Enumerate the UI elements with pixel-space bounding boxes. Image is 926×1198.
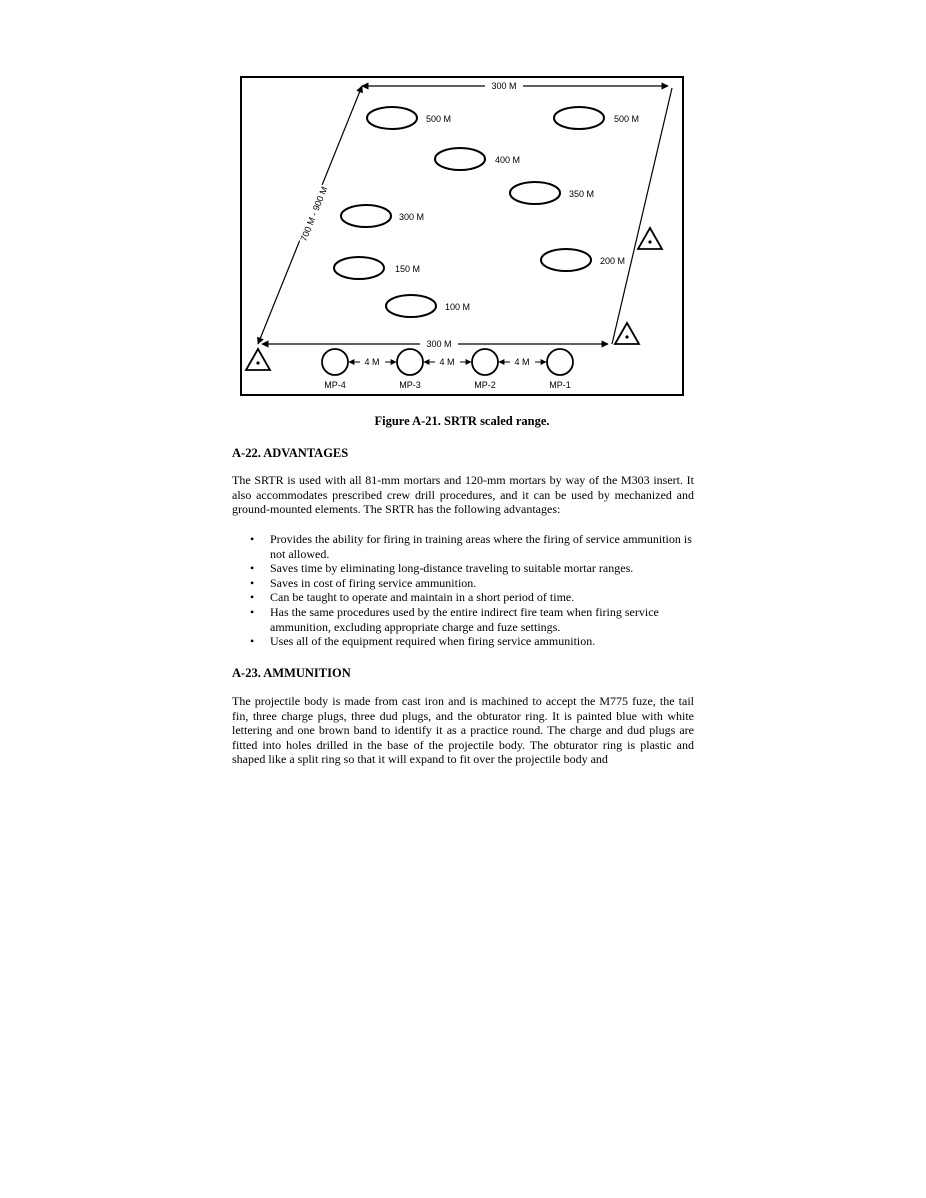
- mortar-point-label: MP-3: [399, 380, 421, 390]
- advantages-bullet-list: [248, 532, 694, 649]
- top-width-label: 300 M: [491, 81, 517, 91]
- target-label: 350 M: [569, 189, 595, 199]
- mortar-point-circle: [322, 349, 348, 375]
- aiming-point-icon: [638, 228, 662, 249]
- target-ellipse: [334, 257, 384, 279]
- spacing-label: 4 M: [364, 357, 380, 367]
- aiming-point-icon: [615, 323, 639, 344]
- ammunition-paragraph: The projectile body is made from cast iron and is machined to accept the M775 fuze, the tail fin, three charge plugs, three dud plugs, and the obturator ring. It is painted blue with white lettering and one brown band to identify it as a practice round. The charge and dud plugs are fitted into holes drilled in the base of the projectile body. The obturator ring is plastic and shaped like a split ring so that it will expand to fit over the projectile body and: [232, 694, 694, 767]
- list-item: • Provides the ability for firing in training areas where the firing of service ammunition is not allowed.: [248, 532, 694, 561]
- list-item: • Has the same procedures used by the entire indirect fire team when firing service ammunition, excluding appropriate charge and fuze settings.: [248, 605, 694, 634]
- target-label: 100 M: [445, 302, 471, 312]
- advantages-intro-paragraph: The SRTR is used with all 81-mm mortars and 120-mm mortars by way of the M303 insert. It also accommodates prescribed crew drill procedures, and it can be used by mechanized and ground-mounted elements. The SRTR has the following advantages:: [232, 473, 694, 517]
- right-boundary-line: [612, 88, 672, 344]
- list-item: • Can be taught to operate and maintain in a short period of time.: [248, 590, 694, 605]
- target-ellipse: [341, 205, 391, 227]
- section-heading-ammunition: A-23. AMMUNITION: [232, 666, 351, 680]
- section-heading-advantages: A-22. ADVANTAGES: [232, 446, 349, 460]
- mortar-point-circle: [547, 349, 573, 375]
- aiming-point-icon: [246, 349, 270, 370]
- list-item: • Saves in cost of firing service ammunition.: [248, 576, 694, 591]
- target-label: 500 M: [426, 114, 452, 124]
- mortar-point-circle: [472, 349, 498, 375]
- figure-caption: Figure A-21. SRTR scaled range.: [374, 414, 550, 428]
- target-ellipse: [367, 107, 417, 129]
- list-item: • Uses all of the equipment required when firing service ammunition.: [248, 634, 694, 649]
- range-diagram: [240, 76, 684, 396]
- mortar-point-label: MP-2: [474, 380, 496, 390]
- target-ellipse: [435, 148, 485, 170]
- list-item: • Saves time by eliminating long-distance traveling to suitable mortar ranges.: [248, 561, 694, 576]
- srtr-range-figure: [240, 76, 684, 396]
- mortar-point-label: MP-1: [549, 380, 571, 390]
- target-ellipse: [554, 107, 604, 129]
- mortar-point-circle: [397, 349, 423, 375]
- target-ellipse: [510, 182, 560, 204]
- target-ellipse: [541, 249, 591, 271]
- bottom-width-label: 300 M: [426, 339, 452, 349]
- target-label: 500 M: [614, 114, 640, 124]
- target-label: 400 M: [495, 155, 521, 165]
- spacing-label: 4 M: [439, 357, 455, 367]
- target-label: 200 M: [600, 256, 626, 266]
- spacing-label: 4 M: [514, 357, 530, 367]
- target-label: 300 M: [399, 212, 425, 222]
- depth-label: 700 M - 900 M: [298, 185, 330, 243]
- mortar-point-label: MP-4: [324, 380, 346, 390]
- target-label: 150 M: [395, 264, 421, 274]
- target-ellipse: [386, 295, 436, 317]
